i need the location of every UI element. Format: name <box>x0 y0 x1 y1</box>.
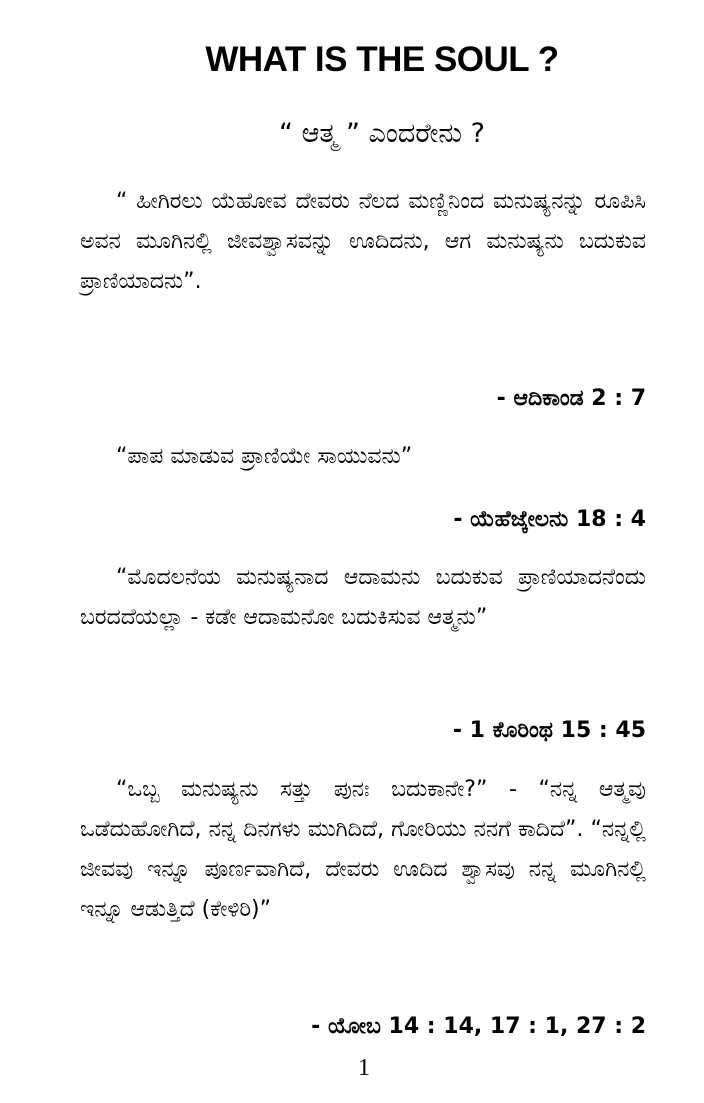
scripture-reference-1: - ಆದಿಕಾಂಡ 2 : 7 <box>496 386 646 411</box>
scripture-quote-1: “ ಹೀಗಿರಲು ಯೆಹೋವ ದೇವರು ನೆಲದ ಮಣ್ಣಿನಿಂದ ಮನುಷ್ಯನನ್ನು ರೂಪಿಸಿ ಅವನ ಮೂಗಿನಲ್ಲಿ ಜೀವಶ್ವಾಸವನ್ನು ಊದಿದನು, ಆಗ ಮನುಷ್ಯನು ಬದುಕುವ ಪ್ರಾಣಿಯಾದನು”. <box>80 189 646 294</box>
page-subtitle: “ ಆತ್ಮ ” ಎಂದರೇನು ? <box>279 118 485 149</box>
scripture-quote-4: “ಒಬ್ಬ ಮನುಷ್ಯನು ಸತ್ತು ಪುನಃ ಬದುಕಾನೇ?” - “ನನ್ನ ಆತ್ಮವು ಒಡೆದುಹೋಗಿದೆ, ನನ್ನ ದಿನಗಳು ಮುಗಿದಿದೆ, ಗೋರಿಯು ನನಗೆ ಕಾದಿದೆ”. “ನನ್ನಲ್ಲಿ ಜೀವವು ಇನ್ನೂ ಪೂರ್ಣವಾಗಿದೆ, ದೇವರು ಊದಿದ ಶ್ವಾಸವು ನನ್ನ ಮೂಗಿನಲ್ಲಿ ಇನ್ನೂ ಆಡುತ್ತಿದೆ (ಕೇಳಿರಿ)” <box>80 777 646 922</box>
scripture-reference-2: - ಯೆಹೆಜ್ಕೇಲನು 18 : 4 <box>453 507 646 532</box>
scripture-reference-4: - ಯೋಬ 14 : 14, 17 : 1, 27 : 2 <box>311 1014 646 1039</box>
scripture-quote-3: “ಮೊದಲನೆಯ ಮನುಷ್ಯನಾದ ಆದಾಮನು ಬದುಕುವ ಪ್ರಾಣಿಯಾದನೆಂದು ಬರದದೆಯಲ್ಲಾ - ಕಡೇ ಆದಾಮನೋ ಬದುಕಿಸುವ ಆತ್ಮನು” <box>80 565 646 630</box>
page-number: 1 <box>358 1055 370 1081</box>
scripture-reference-3: - 1 ಕೊರಿಂಥ 15 : 45 <box>452 718 646 743</box>
scripture-quote-2: “ಪಾಪ ಮಾಡುವ ಪ್ರಾಣಿಯೇ ಸಾಯುವನು” <box>116 444 413 469</box>
page-title: WHAT IS THE SOUL ? <box>205 40 559 79</box>
